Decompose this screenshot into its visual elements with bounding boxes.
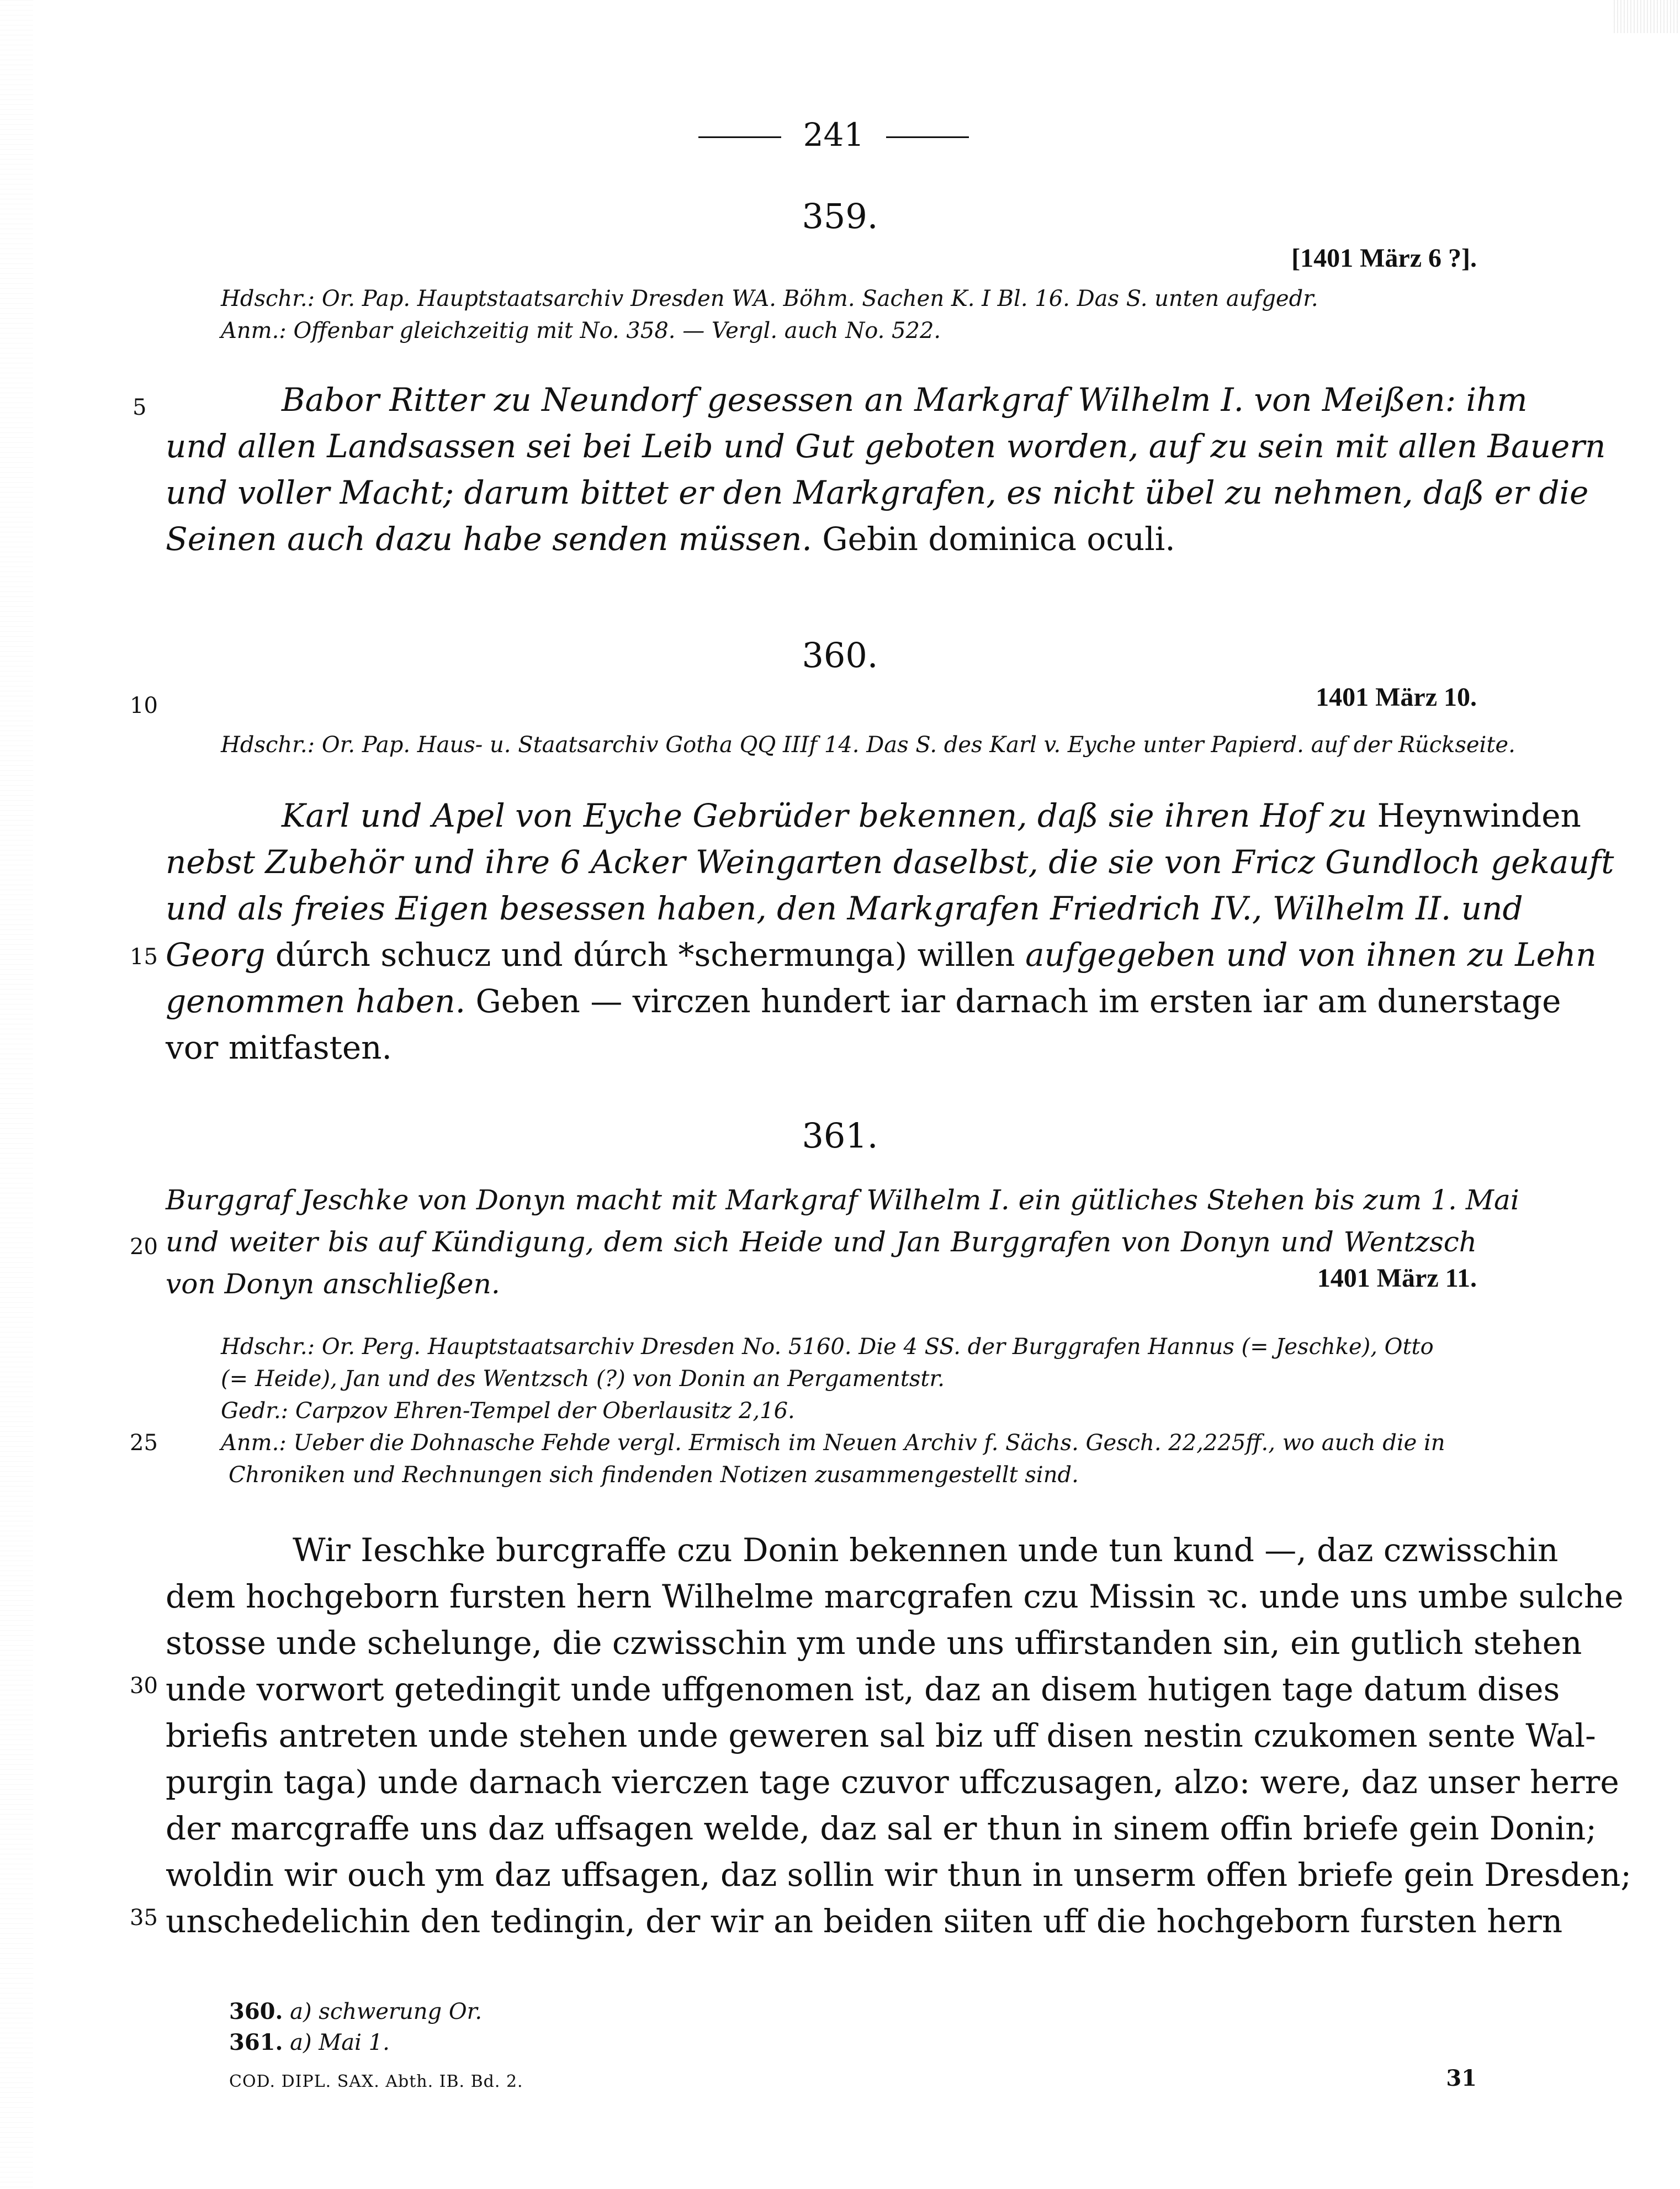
- regest-line: und allen Landsassen sei bei Leib und Gut geboten worden, auf zu sein mit allen Bauern: [166, 427, 1606, 465]
- regest-line: [166, 932, 1597, 978]
- regest-360: [166, 792, 1614, 1071]
- document-number-359: 359.: [802, 196, 878, 236]
- regest-italic-part: Karl und Apel von Eyche Gebrüder bekennen, daß sie ihren Hof zu: [282, 797, 1377, 834]
- regest-361: [166, 1179, 1519, 1305]
- quoted-phrase: dúrch schucz und dúrch *schermunga) willen: [275, 936, 1026, 974]
- header-rule-right: [886, 136, 969, 138]
- archive-note-line: Hdschr.: Or. Pap. Hauptstaatsarchiv Dresden WA. Böhm. Sachen K. I Bl. 16. Das S. unten aufgedr.: [221, 286, 1318, 311]
- document-number-361: 361.: [802, 1115, 878, 1156]
- margin-line-number: 15: [130, 944, 158, 970]
- document-date-360: 1401 März 10.: [1316, 683, 1477, 712]
- archive-note-line: (= Heide), Jan und des Wentzsch (?) von Donin an Pergamentstr.: [221, 1366, 945, 1392]
- document-number-360: 360.: [802, 635, 878, 675]
- footnote-ref: 360.: [229, 1998, 283, 2024]
- footnote: [229, 2027, 482, 2058]
- archive-note-360: [221, 729, 1515, 761]
- regest-italic-part: aufgegeben und von ihnen zu Lehn: [1025, 936, 1597, 974]
- print-signature: COD. DIPL. SAX. Abth. IB. Bd. 2.: [229, 2072, 523, 2091]
- scan-edge-left: [0, 0, 33, 2189]
- margin-line-number: 25: [130, 1430, 158, 1456]
- regest-359: [166, 377, 1606, 562]
- archive-note-line: Hdschr.: Or. Perg. Hauptstaatsarchiv Dresden No. 5160. Die 4 SS. der Burggrafen Hannus (= Jeschke), Otto: [221, 1334, 1434, 1360]
- charter-line: Wir Ieschke burcgraffe czu Donin bekennen unde tun kund —, daz czwisschin: [293, 1531, 1559, 1569]
- charter-line: briefis antreten unde stehen unde geweren sal biz uff disen nestin czukomen sente Wal-: [166, 1717, 1596, 1754]
- regest-line: und als freies Eigen besessen haben, den Markgrafen Friedrich IV., Wilhelm II. und: [166, 890, 1523, 927]
- footnotes: [229, 1996, 482, 2058]
- document-date-359: [1401 März 6 ?].: [1291, 244, 1477, 273]
- charter-line: unschedelichin den tedingin, der wir an beiden siiten uff die hochgeborn fursten hern: [166, 1902, 1563, 1940]
- margin-line-number: 20: [130, 1234, 158, 1260]
- regest-italic-part: genommen haben.: [166, 982, 476, 1020]
- regest-italic-part: Seinen auch dazu habe senden müssen.: [166, 520, 812, 558]
- archive-note-line: Anm.: Offenbar gleichzeitig mit No. 358. — Vergl. auch No. 522.: [221, 318, 941, 343]
- charter-line: unde vorwort getedingit unde uffgenomen ist, daz an disem hutigen tage datum dises: [166, 1670, 1560, 1708]
- margin-line-number: 30: [130, 1673, 158, 1699]
- regest-line: und weiter bis auf Kündigung, dem sich Heide und Jan Burggrafen von Donyn und Wentzsch: [166, 1226, 1477, 1258]
- footnote-text: a) schwerung Or.: [290, 1999, 483, 2024]
- page-header: [663, 116, 1005, 154]
- regest-line: [166, 792, 1581, 839]
- place-name: Heynwinden: [1377, 797, 1581, 834]
- regest-line: nebst Zubehör und ihre 6 Acker Weingarten daselbst, die sie von Fricz Gundloch gekauft: [166, 843, 1614, 881]
- header-rule-left: [698, 136, 781, 138]
- regest-line: von Donyn anschließen.: [166, 1268, 500, 1300]
- footnote: [229, 1996, 482, 2027]
- sheet-number: 31: [1446, 2065, 1477, 2091]
- charter-line: dem hochgeborn fursten hern Wilhelme marcgrafen czu Missin ꝛc. unde uns umbe sulche: [166, 1578, 1624, 1615]
- scan-edge-top-right: [1614, 0, 1680, 33]
- archive-note-line: Chroniken und Rechnungen sich findenden Notizen zusammengestellt sind.: [229, 1462, 1079, 1488]
- page-number: 241: [803, 116, 865, 154]
- regest-line: Babor Ritter zu Neundorf gesessen an Markgraf Wilhelm I. von Meißen: ihm: [282, 381, 1528, 419]
- archive-note-359: [221, 283, 1485, 347]
- margin-line-number: 35: [130, 1905, 158, 1931]
- regest-line: [166, 978, 1561, 1024]
- footnote-text: a) Mai 1.: [290, 2030, 390, 2055]
- archive-note-line: Gedr.: Carpzov Ehren-Tempel der Oberlausitz 2,16.: [221, 1398, 795, 1424]
- regest-line: [166, 516, 1477, 562]
- charter-line: purgin taga) unde darnach vierczen tage czuvor uffczusagen, alzo: were, daz unser herre: [166, 1763, 1619, 1801]
- original-date-phrase: Gebin dominica oculi.: [822, 520, 1175, 558]
- document-date-361: 1401 März 11.: [1317, 1263, 1477, 1293]
- archive-note-361: [221, 1331, 1485, 1491]
- margin-line-number: 5: [133, 395, 147, 420]
- charter-line: woldin wir ouch ym daz uffsagen, daz sollin wir thun in unserm offen briefe gein Dresden;: [166, 1856, 1631, 1894]
- charter-text-361: [166, 1527, 1631, 1944]
- regest-line: und voller Macht; darum bittet er den Markgrafen, es nicht übel zu nehmen, daß er die: [166, 474, 1589, 511]
- regest-line: Burggraf Jeschke von Donyn macht mit Markgraf Wilhelm I. ein gütliches Stehen bis zum 1. Mai: [166, 1184, 1519, 1216]
- margin-line-number: 10: [130, 693, 158, 718]
- archive-note-line: Anm.: Ueber die Dohnasche Fehde vergl. Ermisch im Neuen Archiv f. Sächs. Gesch. 22,225ff., wo auch die in: [221, 1430, 1445, 1456]
- footnote-ref: 361.: [229, 2029, 283, 2055]
- original-date-phrase: Geben — virczen hundert iar darnach im ersten iar am dunerstage: [475, 982, 1561, 1020]
- regest-line: vor mitfasten.: [166, 1029, 392, 1066]
- charter-line: der marcgraffe uns daz uffsagen welde, daz sal er thun in sinem offin briefe gein Donin;: [166, 1810, 1597, 1847]
- archive-note-line: Hdschr.: Or. Pap. Haus- u. Staatsarchiv Gotha QQ IIIf 14. Das S. des Karl v. Eyche unter Papierd. auf der Rückseite.: [221, 732, 1515, 758]
- regest-italic-part: Georg: [166, 936, 275, 974]
- charter-line: stosse unde schelunge, die czwisschin ym unde uns uffirstanden sin, ein gutlich stehen: [166, 1624, 1582, 1662]
